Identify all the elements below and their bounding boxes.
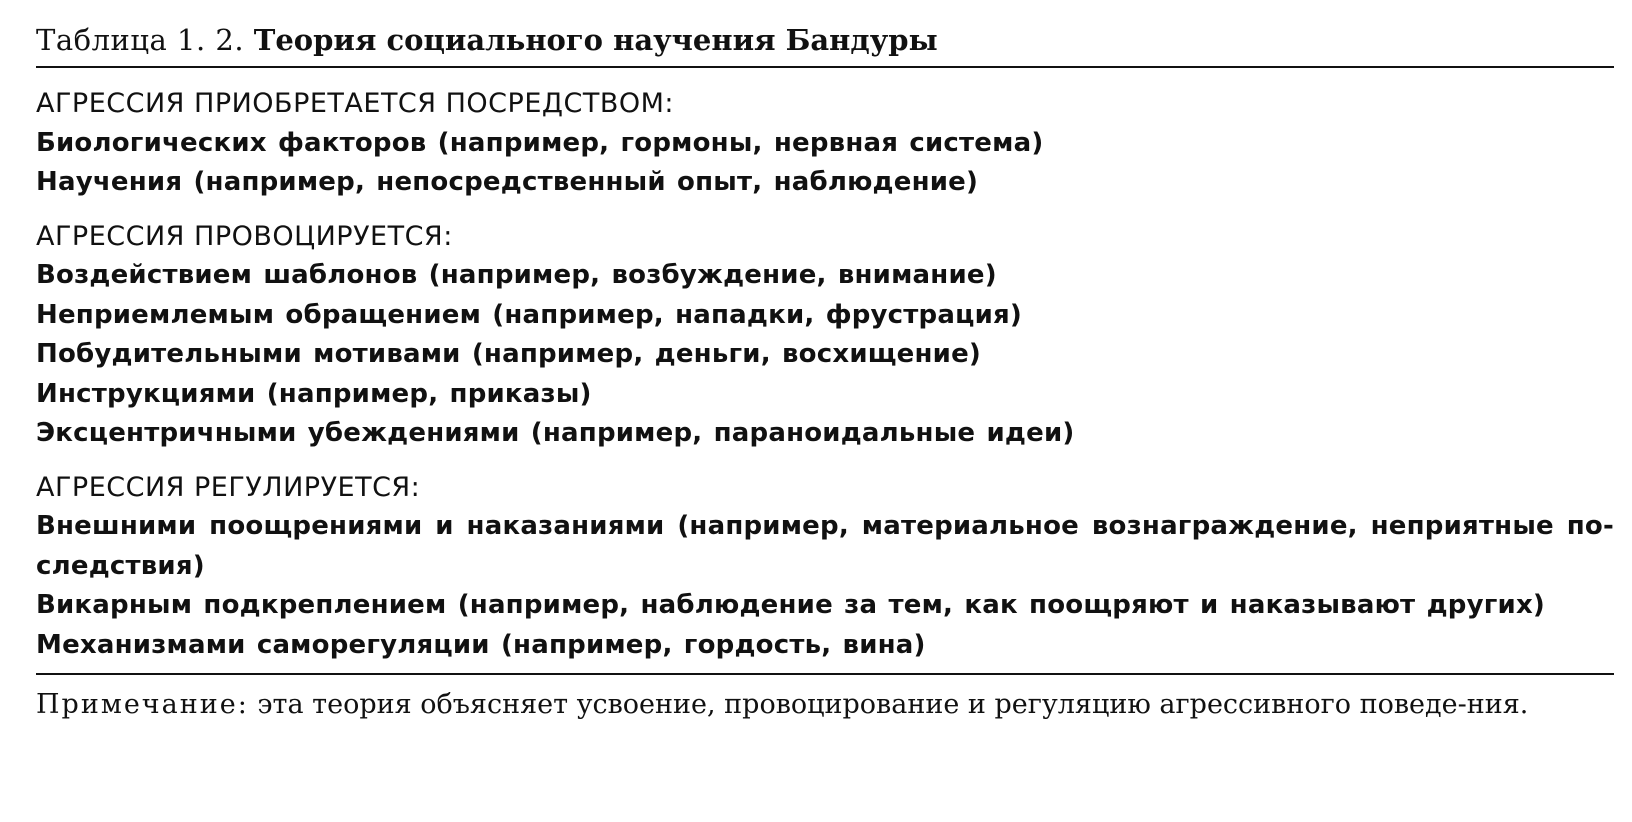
section-heading: АГРЕССИЯ ПРИОБРЕТАЕТСЯ ПОСРЕДСТВОМ: [36,88,674,119]
list-item: Викарным подкреплением (например, наблюдение за тем, как поощряют и наказывают других) [36,590,1545,620]
note-text: эта теория объясняет усвоение, провоцирование и регуляцию агрессивного поведе-ния. [257,689,1529,720]
list-item: Неприемлемым обращением (например, нападки, фрустрация) [36,299,1022,330]
list-item: Механизмами саморегуляции (например, гордость, вина) [36,629,926,660]
list-item: Побудительными мотивами (например, деньги, восхищение) [36,339,982,369]
table-caption [36,20,1614,66]
table-figure [36,20,1614,725]
note-label: Примечание: [36,689,249,720]
list-item: Воздействием шаблонов (например, возбуждение, внимание) [36,260,997,290]
table-note [36,675,1614,725]
table-title: Теория социального научения Бандуры [253,23,938,57]
section-acquisition [36,84,1614,203]
list-item: Эксцентричными убеждениями (например, параноидальные идеи) [36,418,1075,448]
list-item: Внешними поощрениями и наказаниями (например, материальное вознаграждение, неприятные по-следствия) [36,511,1614,581]
list-item: Научения (например, непосредственный опыт, наблюдение) [36,167,979,197]
section-regulation [36,468,1614,666]
section-heading: АГРЕССИЯ РЕГУЛИРУЕТСЯ: [36,471,421,503]
table-body [36,68,1614,673]
section-provocation [36,217,1614,454]
list-item: Биологических факторов (например, гормоны, нервная система) [36,127,1044,158]
list-item: Инструкциями (например, приказы) [36,378,592,409]
section-heading: АГРЕССИЯ ПРОВОЦИРУЕТСЯ: [36,220,453,252]
table-number: Таблица 1. 2. [36,23,245,57]
